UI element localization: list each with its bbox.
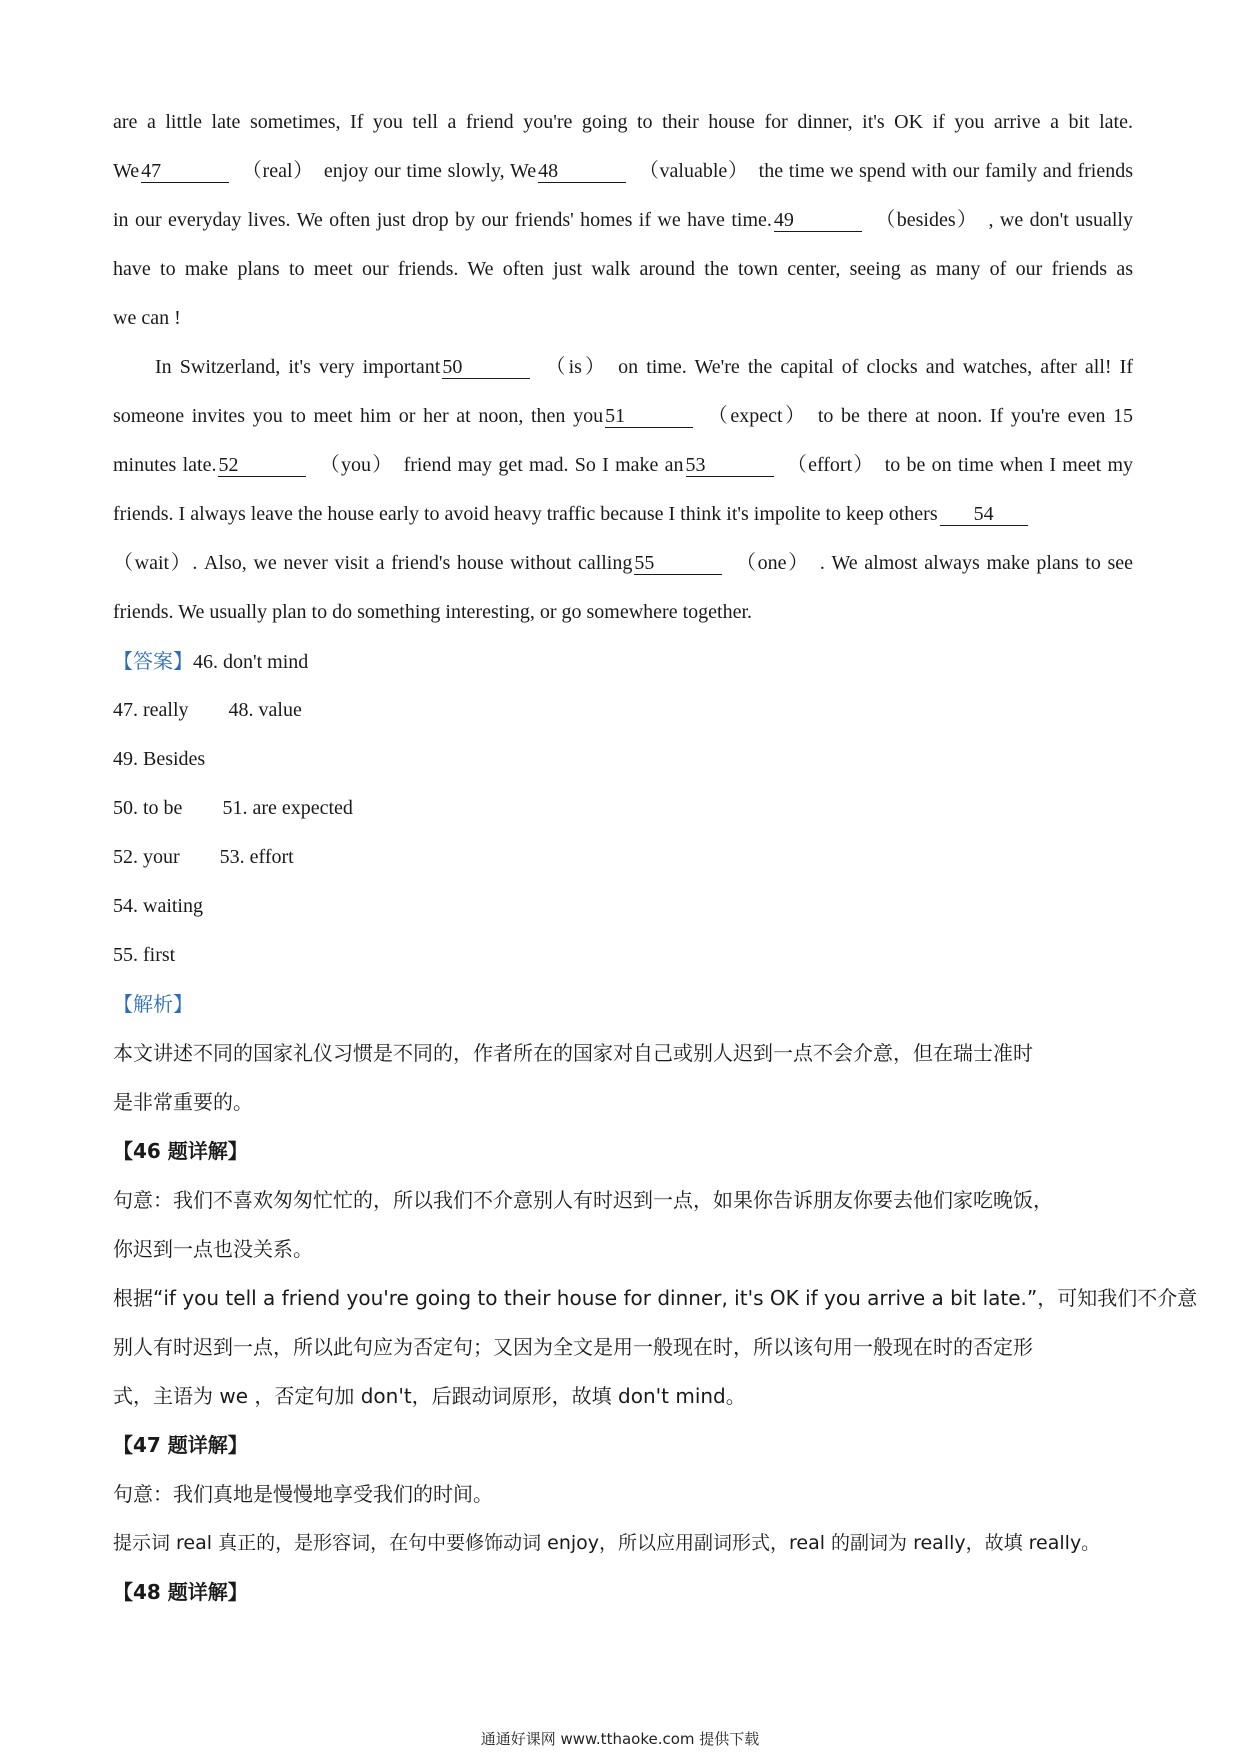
analysis-label: 【解析】 [113,992,193,1016]
passage-text: the time we spend with our family and friends [758,160,1133,182]
answer-row [113,637,1133,686]
q47-explanation: 句意：我们真地是慢慢地享受我们的时间。 [113,1482,493,1506]
analysis-summary: 是非常重要的。 [113,1090,253,1114]
blank-51: 51 [605,405,693,428]
passage-text: （wait）. Also, we never visit a friend's house without calling [113,552,633,574]
passage-text: . We almost always make plans to see [819,552,1134,574]
q46-explanation: 式，主语为 we ，否定句加 don't，后跟动词原形，故填 don't mind。 [113,1384,746,1408]
hint-47: （real） [241,160,314,182]
blank-47: 47 [141,160,229,183]
blank-50: 50 [442,356,530,379]
hint-50: （is） [542,356,609,378]
blank-52: 52 [218,454,306,477]
document-page [113,98,1198,1617]
answer-row [113,784,1133,833]
hint-53: （effort） [785,454,875,476]
answer-row [113,686,1133,735]
footer-credit: 通通好课网 www.tthaoke.com 提供下载 [480,1730,760,1748]
passage-text: friend may get mad. So I make an [403,454,684,476]
passage-line [113,98,1133,147]
passage-text: We [113,160,140,182]
passage-line [113,343,1133,392]
q46-explanation: 根据“if you tell a friend you're going to their house for dinner, it's OK if you arrive a bit late.”，可知我们不介意 [113,1286,1198,1310]
passage-text: enjoy our time slowly, We [323,160,537,182]
answer-49: 49. Besides [113,748,206,770]
passage-text: to be on time when I meet my [884,454,1134,476]
passage-text: are a little late sometimes, If you tell a friend you're going to their house for dinner, it's OK if you arrive a bit late. [113,111,1133,133]
answer-52: 52. your [113,846,180,868]
passage-text: have to make plans to meet our friends. We often just walk around the town center, seeing as many of our friends as [113,258,1133,280]
analysis-summary: 本文讲述不同的国家礼仪习惯是不同的，作者所在的国家对自己或别人迟到一点不会介意，但在瑞士准时 [113,1041,1033,1065]
blank-55: 55 [634,552,722,575]
q46-explanation: 你迟到一点也没关系。 [113,1237,313,1261]
q47-title: 【47 题详解】 [113,1433,248,1457]
passage-line [113,245,1133,294]
answer-row [113,833,1133,882]
q47-explanation: 提示词 real 真正的，是形容词，在句中要修饰动词 enjoy，所以应用副词形式，real 的副词为 really，故填 really。 [113,1532,1101,1554]
passage-line [113,147,1133,196]
passage-text: in our everyday lives. We often just drop by our friends' homes if we have time. [113,209,772,231]
passage-text: to be there at noon. If you're even 15 [817,405,1134,427]
hint-51: （expect） [705,405,808,427]
blank-49: 49 [774,209,862,232]
blank-53: 53 [686,454,774,477]
blank-54: 54 [940,503,1028,526]
passage-line [113,196,1133,245]
passage-line [113,294,1133,343]
passage-line [113,539,1133,588]
hint-52: （you） [318,454,394,476]
passage-line [113,490,1133,539]
answer-row [113,931,1133,980]
passage-text: , we don't usually [988,209,1133,231]
passage-text: friends. We usually plan to do something interesting, or go somewhere together. [113,601,753,623]
hint-49: （besides） [873,209,979,231]
q48-title: 【48 题详解】 [113,1580,248,1604]
passage-line [113,392,1133,441]
passage-text: In Switzerland, it's very important [155,356,441,378]
passage-text: friends. I always leave the house early to avoid heavy traffic because I think it's impolite to keep others [113,503,938,525]
hint-55: （one） [734,552,810,574]
answer-48: 48. value [228,699,302,721]
answer-row [113,735,1133,784]
passage-text: on time. We're the capital of clocks and watches, after all! If [618,356,1133,378]
passage-text: we can ! [113,307,181,329]
answer-55: 55. first [113,944,176,966]
blank-48: 48 [538,160,626,183]
answer-51: 51. are expected [222,797,353,819]
passage-text: someone invites you to meet him or her at noon, then you [113,405,604,427]
answer-54: 54. waiting [113,895,203,917]
hint-48: （valuable） [638,160,749,182]
answer-47: 47. really [113,699,189,721]
q46-title: 【46 题详解】 [113,1139,248,1163]
answer-label: 【答案】 [113,649,193,673]
answer-46: 46. don't mind [193,651,309,673]
passage-line [113,588,1133,637]
q46-explanation: 句意：我们不喜欢匆匆忙忙的，所以我们不介意别人有时迟到一点，如果你告诉朋友你要去他们家吃晚饭， [113,1188,1053,1212]
q46-explanation: 别人有时迟到一点，所以此句应为否定句；又因为全文是用一般现在时，所以该句用一般现在时的否定形 [113,1335,1033,1359]
answer-row [113,882,1133,931]
passage-text: minutes late. [113,454,217,476]
answer-53: 53. effort [219,846,294,868]
passage-line [113,441,1133,490]
answer-50: 50. to be [113,797,183,819]
